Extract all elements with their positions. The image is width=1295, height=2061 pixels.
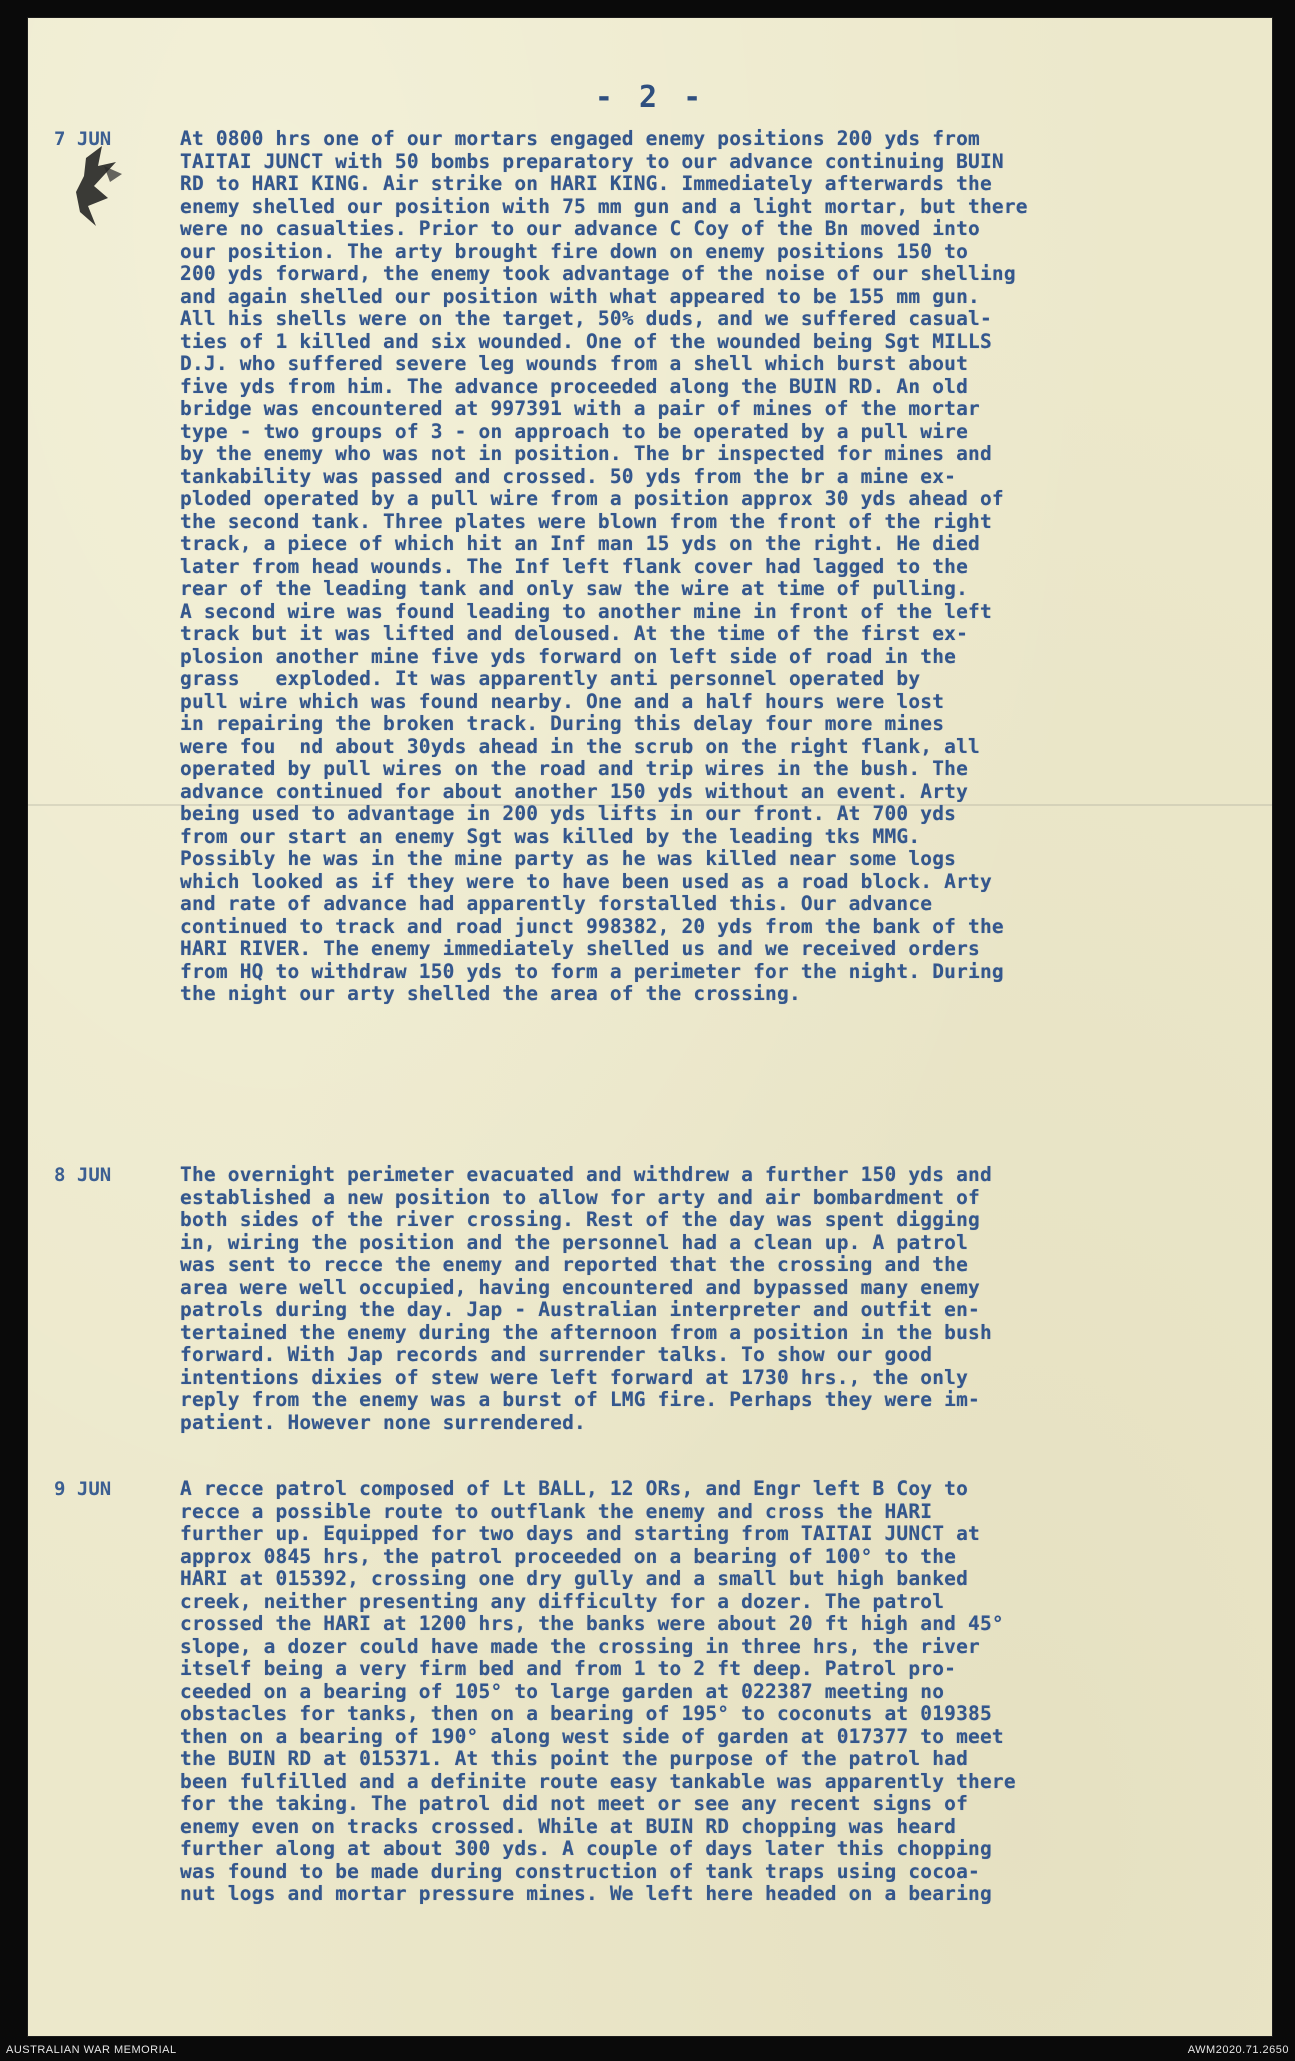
text-line: crossed the HARI at 1200 hrs, the banks were about 20 ft high and 45° — [180, 1612, 1004, 1635]
text-line: tankability was passed and crossed. 50 yds from the br a mine ex- — [180, 464, 957, 488]
text-line: were fou nd about 30yds ahead in the scrub on the right flank, all — [180, 734, 980, 758]
footer-reference: AWM2020.71.2650 — [1187, 2044, 1289, 2056]
text-line: established a new position to allow for arty and air bombardment of — [180, 1185, 980, 1209]
text-line: and again shelled our position with what appeared to be 155 mm gun. — [180, 284, 980, 308]
text-line: for the taking. The patrol did not meet or see any recent signs of — [180, 1792, 969, 1815]
text-line: obstacles for tanks, then on a bearing of 195° to coconuts at 019385 — [180, 1702, 992, 1725]
text-line: from HQ to withdraw 150 yds to form a perimeter for the night. During — [180, 959, 1004, 983]
torn-edge-mark — [58, 136, 168, 246]
text-line: All his shells were on the target, 50% duds, and we suffered casual- — [180, 307, 992, 330]
text-line: nut logs and mortar pressure mines. We left here headed on a bearing — [180, 1882, 992, 1905]
text-line: five yds from him. The advance proceeded along the BUIN RD. An old — [180, 374, 969, 398]
text-line: which looked as if they were to have been used as a road block. Arty — [180, 869, 992, 893]
text-line: type - two groups of 3 - on approach to be operated by a pull wire — [180, 419, 969, 443]
text-line: rear of the leading tank and only saw the wire at time of pulling. — [180, 577, 969, 600]
text-line: TAITAI JUNCT with 50 bombs preparatory to our advance continuing BUIN — [180, 149, 1004, 173]
entry-date: 9 JUN — [54, 1478, 112, 1500]
text-line: been fulfilled and a definite route easy tankable was apparently there — [180, 1769, 1016, 1793]
footer — [0, 2038, 1295, 2061]
entry-date: 8 JUN — [54, 1164, 112, 1186]
text-line: further up. Equipped for two days and starting from TAITAI JUNCT at — [180, 1522, 980, 1545]
text-line: by the enemy who was not in position. The br inspected for mines and — [180, 442, 992, 465]
text-line: The overnight perimeter evacuated and withdrew a further 150 yds and — [180, 1163, 992, 1186]
text-line: forward. With Jap records and surrender talks. To show our good — [180, 1343, 933, 1366]
text-line: itself being a very firm bed and from 1 to 2 ft deep. Patrol pro- — [180, 1657, 957, 1680]
text-line: intentions dixies of stew were left forward at 1730 hrs., the only — [180, 1365, 969, 1389]
text-line: continued to track and road junct 998382, 20 yds from the bank of the — [180, 914, 1004, 938]
text-line: track, a piece of which hit an Inf man 15 yds on the right. He died — [180, 532, 980, 555]
text-line: further along at about 300 yds. A couple of days later this chopping — [180, 1837, 992, 1860]
text-line: 200 yds forward, the enemy took advantage of the noise of our shelling — [180, 262, 1016, 285]
text-line: creek, neither presenting any difficulty for a dozer. The patrol — [180, 1589, 945, 1613]
text-line: HARI RIVER. The enemy immediately shelled us and we received orders — [180, 937, 980, 960]
text-line: ties of 1 killed and six wounded. One of the wounded being Sgt MILLS — [180, 329, 992, 353]
text-line: the BUIN RD at 015371. At this point the purpose of the patrol had — [180, 1747, 969, 1770]
text-line: in, wiring the position and the personnel had a clean up. A patrol — [180, 1230, 969, 1254]
text-line: reply from the enemy was a burst of LMG fire. Perhaps they were im- — [180, 1388, 980, 1411]
entry-date: 7 JUN — [54, 128, 112, 150]
text-line: area were well occupied, having encountered and bypassed many enemy — [180, 1275, 980, 1299]
text-line: pull wire which was found nearby. One and a half hours were lost — [180, 689, 945, 713]
text-line: patrols during the day. Jap - Australian interpreter and outfit en- — [180, 1298, 980, 1321]
text-line: At 0800 hrs one of our mortars engaged enemy positions 200 yds from — [180, 127, 980, 150]
text-line: in repairing the broken track. During this delay four more mines — [180, 712, 945, 735]
text-line: track but it was lifted and deloused. At the time of the first ex- — [180, 622, 969, 645]
text-line: being used to advantage in 200 yds lifts in our front. At 700 yds — [180, 802, 957, 825]
text-line: A second wire was found leading to another mine in front of the left — [180, 599, 992, 623]
text-line: approx 0845 hrs, the patrol proceeded on a bearing of 100° to the — [180, 1544, 957, 1568]
text-line: our position. The arty brought fire down on enemy positions 150 to — [180, 239, 969, 263]
text-line: from our start an enemy Sgt was killed by the leading tks MMG. — [180, 824, 921, 848]
text-line: advance continued for about another 150 yds without an event. Arty — [180, 779, 969, 803]
page-number: - 2 - — [594, 80, 706, 115]
text-line: both sides of the river crossing. Rest of the day was spent digging — [180, 1208, 980, 1231]
text-line: enemy even on tracks crossed. While at BUIN RD chopping was heard — [180, 1814, 957, 1838]
text-line: was found to be made during construction of tank traps using cocoa- — [180, 1859, 980, 1883]
text-line: slope, a dozer could have made the crossing in three hrs, the river — [180, 1634, 980, 1658]
entry-text — [180, 128, 1260, 1006]
text-line: the night our arty shelled the area of the crossing. — [180, 982, 801, 1005]
text-line: was sent to recce the enemy and reported that the crossing and the — [180, 1253, 969, 1276]
text-line: bridge was encountered at 997391 with a pair of mines of the mortar — [180, 397, 980, 420]
text-line: RD to HARI KING. Air strike on HARI KING. Immediately afterwards the — [180, 172, 992, 195]
text-line: were no casualties. Prior to our advance C Coy of the Bn moved into — [180, 217, 980, 240]
footer-institution: AUSTRALIAN WAR MEMORIAL — [6, 2044, 177, 2056]
text-line: and rate of advance had apparently forstalled this. Our advance — [180, 892, 933, 915]
document-page — [28, 18, 1272, 2036]
text-line: tertained the enemy during the afternoon from a position in the bush — [180, 1320, 992, 1344]
text-line: grass exploded. It was apparently anti personnel operated by — [180, 667, 921, 690]
text-line: A recce patrol composed of Lt BALL, 12 ORs, and Engr left B Coy to — [180, 1477, 969, 1500]
entry-text — [180, 1478, 1260, 1906]
entry-text — [180, 1164, 1260, 1434]
text-line: D.J. who suffered severe leg wounds from a shell which burst about — [180, 352, 969, 375]
text-line: enemy shelled our position with 75 mm gun and a light mortar, but there — [180, 194, 1028, 218]
text-line: ploded operated by a pull wire from a position approx 30 yds ahead of — [180, 487, 1004, 510]
text-line: patient. However none surrendered. — [180, 1410, 586, 1434]
text-line: operated by pull wires on the road and trip wires in the bush. The — [180, 757, 969, 780]
text-line: ceeded on a bearing of 105° to large garden at 022387 meeting no — [180, 1679, 945, 1703]
text-line: recce a possible route to outflank the enemy and cross the HARI — [180, 1499, 933, 1523]
text-line: HARI at 015392, crossing one dry gully and a small but high banked — [180, 1567, 969, 1590]
text-line: Possibly he was in the mine party as he was killed near some logs — [180, 847, 957, 870]
text-line: the second tank. Three plates were blown from the front of the right — [180, 509, 992, 533]
text-line: later from head wounds. The Inf left flank cover had lagged to the — [180, 554, 969, 578]
text-line: plosion another mine five yds forward on left side of road in the — [180, 644, 957, 668]
text-line: then on a bearing of 190° along west side of garden at 017377 to meet — [180, 1724, 1004, 1748]
